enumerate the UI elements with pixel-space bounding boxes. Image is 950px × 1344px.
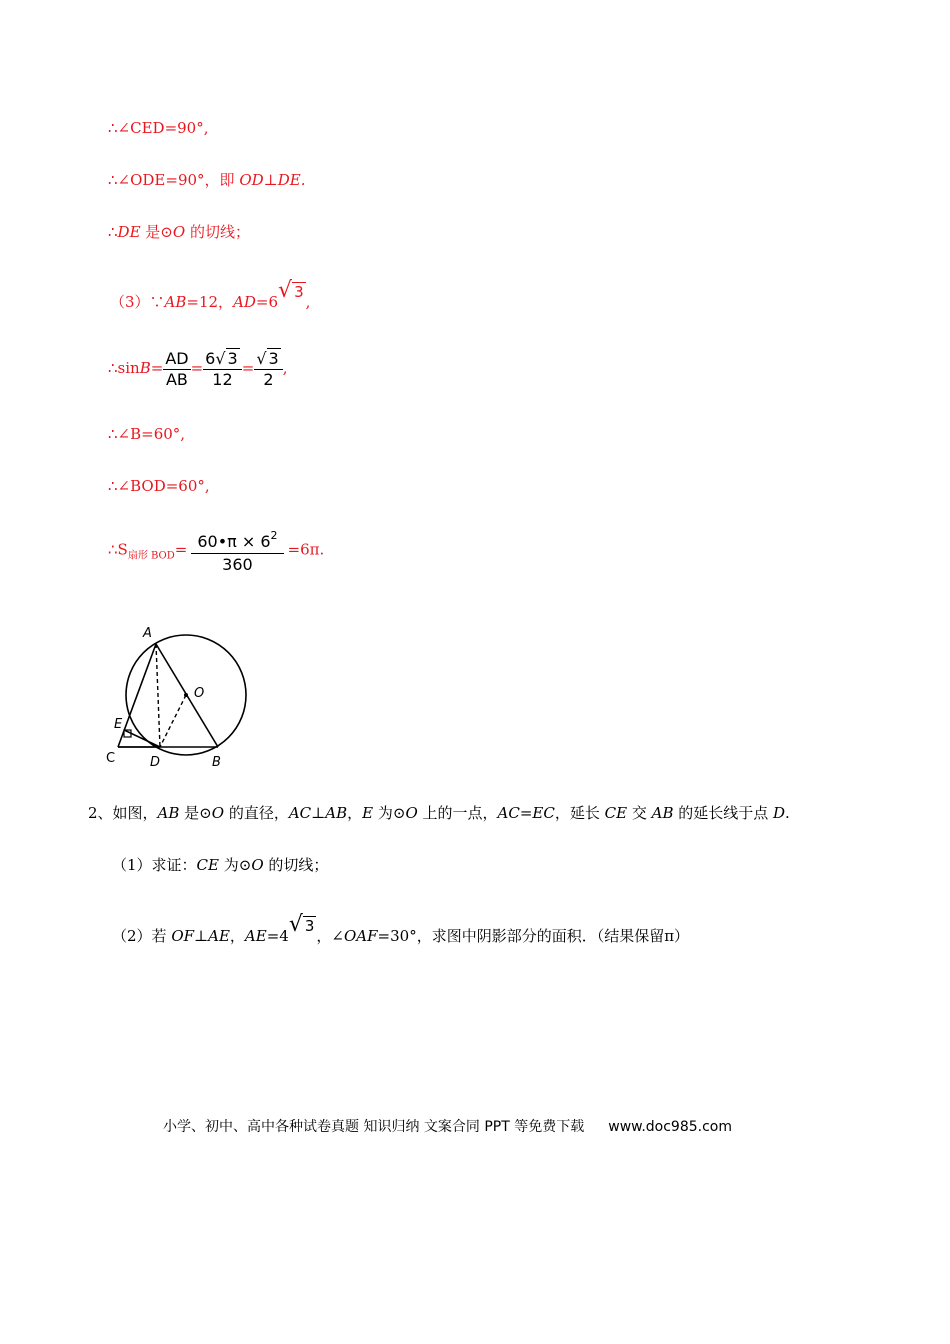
solution-line-8: $\therefore S_{扇形 BOD}=$ $\frac{60•\pi \times 6^2}{360}$ =6π. <box>108 525 324 580</box>
angle-b-statement: ∴∠B=60°, <box>108 425 186 443</box>
sin-label: ∴sin <box>108 359 140 377</box>
solution-line-2 <box>108 170 306 190</box>
ad-coefficient: =6 <box>255 293 279 311</box>
dashed-a-d <box>156 644 160 747</box>
angle-ode-statement: ∴∠ODE=90°，即 <box>108 171 240 189</box>
label-o: O <box>194 686 205 701</box>
fraction-ad-ab: $\frac{AD}{AB}$ <box>165 348 189 389</box>
angle-b: B <box>139 359 151 377</box>
footer-url-link[interactable]: www.doc985.com <box>608 1119 732 1135</box>
solution-line-7 <box>108 476 210 496</box>
geometry-figure <box>100 620 260 775</box>
text-is-circle: 是⊙ <box>140 223 173 241</box>
label-b: B <box>212 755 221 770</box>
segment-ad: AD <box>233 293 256 311</box>
therefore-symbol: ∴ <box>108 223 118 241</box>
footer-text: 小学、初中、高中各种试卷真题 知识归纳 文案合同 PPT 等免费下载 <box>163 1119 585 1135</box>
angle-ced-statement: ∴∠CED=90°, <box>108 119 209 137</box>
label-a: A <box>143 626 152 641</box>
sqrt-3-ae: √ 3 <box>288 912 315 937</box>
solution-line-6 <box>108 424 185 444</box>
sector-area-result: =6π. <box>287 540 325 559</box>
area-symbol: ∴S <box>108 540 128 559</box>
dashed-o-d <box>160 695 186 747</box>
fraction-sqrt3-2: $\frac{√ 3}{2}$ <box>254 349 282 390</box>
solution-line-1 <box>108 118 209 138</box>
solution-line-4: （3）∵AB=12，AD=6√ 3, <box>110 278 311 311</box>
segment-ab: AB <box>164 293 187 311</box>
problem-2-part-2: （2）若 OF⊥AE，AE=4√ 3，∠OAF=30°，求图中阴影部分的面积．（结果保留π） <box>112 912 690 945</box>
angle-bod-statement: ∴∠BOD=60°, <box>108 477 210 495</box>
sector-subscript: 扇形 BOD <box>127 550 175 562</box>
solution-line-3 <box>108 222 250 242</box>
label-e: E <box>114 717 123 732</box>
segment-de: DE <box>117 223 141 241</box>
part3-label: （3）∵ <box>110 293 165 311</box>
sqrt-3: √ 3 <box>278 278 304 303</box>
page-footer <box>163 1116 732 1136</box>
solution-line-5: ∴sinB= $\frac{AD}{AB}$ = $\frac{6√ 3}{12}$ = $\frac{√ 3}{2}$ , <box>108 348 288 389</box>
sector-area-fraction: $\frac{60•\pi \times 6^2}{360}$ <box>191 525 283 576</box>
problem-2-statement: 2、如图，AB 是⊙O 的直径，AC⊥AB，E 为⊙O 上的一点，AC=EC，延长 CE 交 AB 的延长线于点 D. <box>88 804 790 822</box>
center-dot <box>184 693 188 697</box>
segment-d-e <box>124 730 160 747</box>
problem-2-part-1: （1）求证：CE 为⊙O 的切线； <box>112 856 329 874</box>
fraction-6sqrt3-12: $\frac{6√ 3}{12}$ <box>203 349 242 390</box>
od-perp-de: OD⊥DE. <box>239 171 306 189</box>
point-o: O <box>172 223 186 241</box>
label-c: C <box>106 751 116 766</box>
text-tangent: 的切线； <box>185 223 250 241</box>
ab-value: =12， <box>186 293 234 311</box>
label-d: D <box>150 755 161 770</box>
